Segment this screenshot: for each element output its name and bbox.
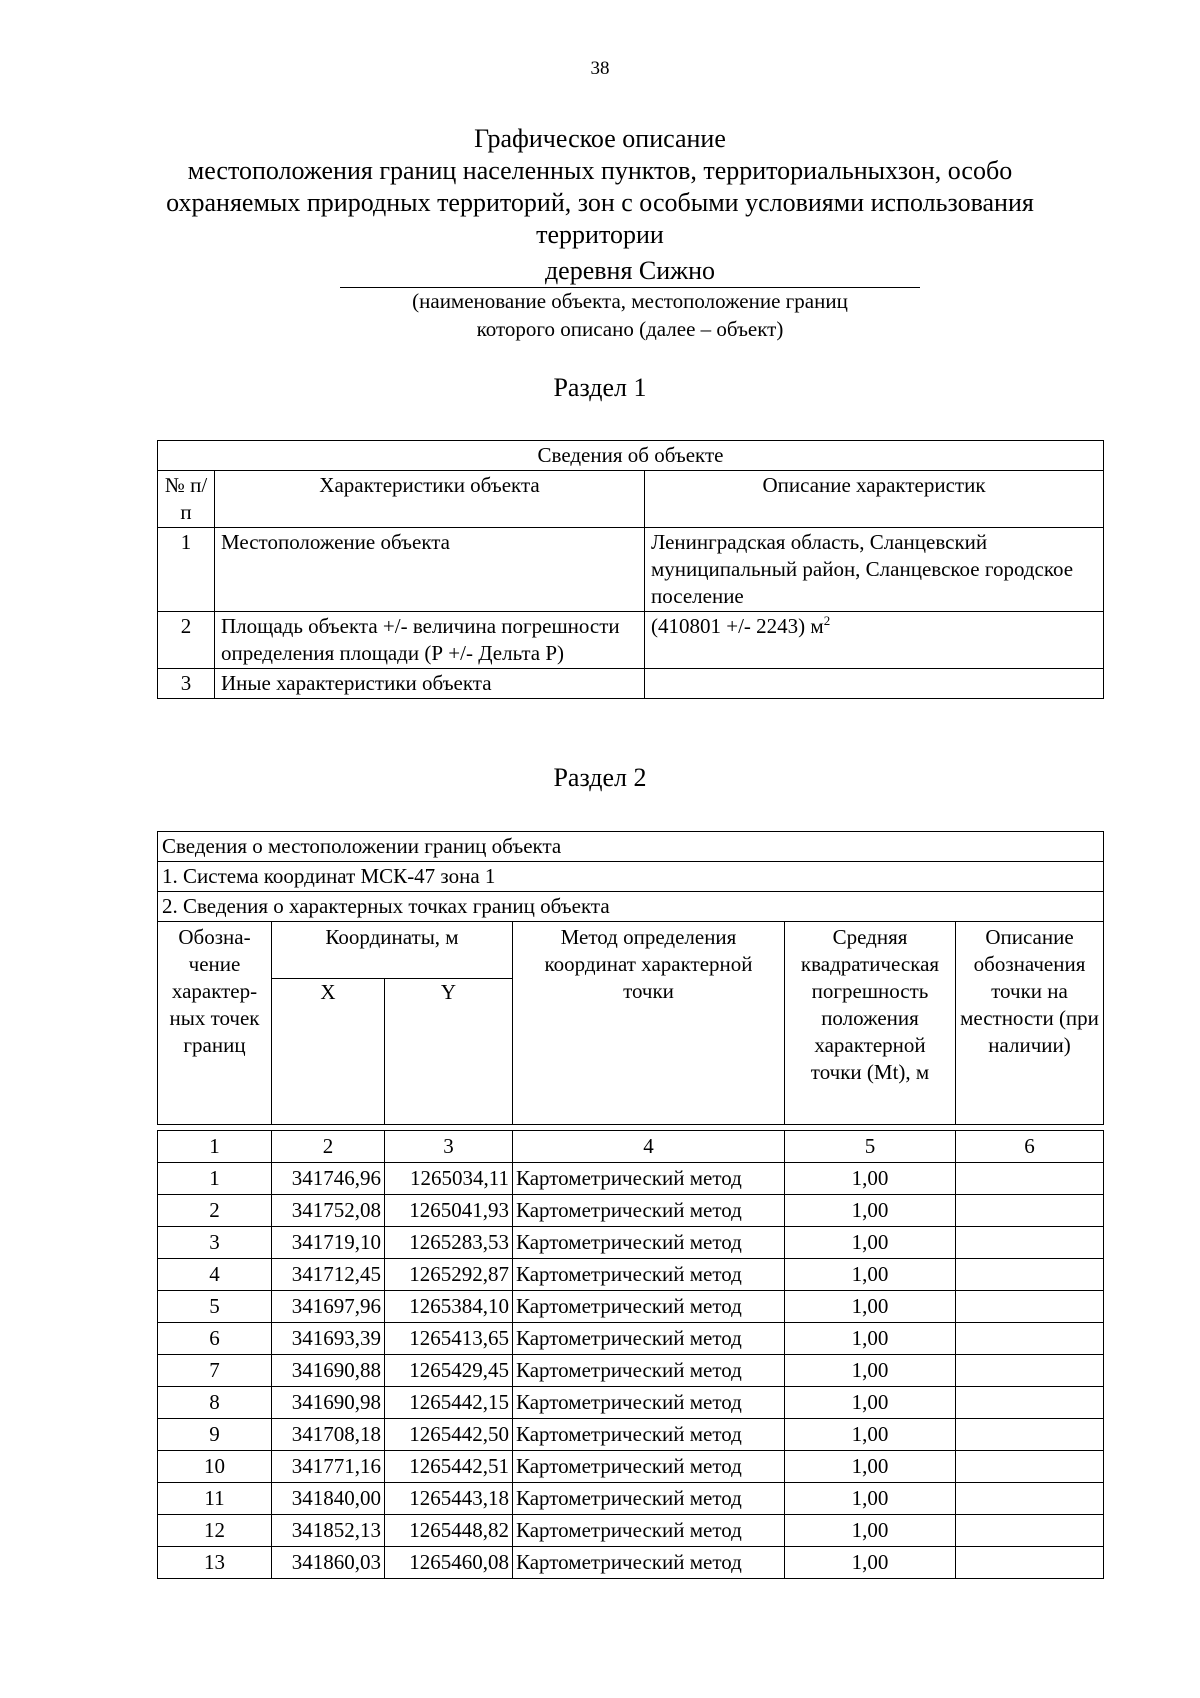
col-header-coordinates: Координаты, м (272, 922, 513, 979)
cell-method: Картометрический метод (513, 1323, 785, 1355)
cell-method: Картометрический метод (513, 1163, 785, 1195)
cell-x: 341860,03 (272, 1547, 385, 1579)
cell-method: Картометрический метод (513, 1355, 785, 1387)
table-row (158, 1483, 1104, 1515)
cell-desc (956, 1547, 1104, 1579)
table-row (158, 1259, 1104, 1291)
cell-desc (956, 1291, 1104, 1323)
col-header-characteristics: Характеристики объекта (215, 471, 645, 528)
cell-desc (956, 1227, 1104, 1259)
table-row (158, 1387, 1104, 1419)
table-row (158, 1451, 1104, 1483)
cell-mt: 1,00 (785, 1227, 956, 1259)
cell-n: 6 (158, 1323, 272, 1355)
page-number: 38 (590, 58, 610, 79)
cell-desc (956, 1163, 1104, 1195)
table-row (158, 1515, 1104, 1547)
cell-y: 1265384,10 (385, 1291, 513, 1323)
cell-x: 341771,16 (272, 1451, 385, 1483)
row-description: Ленинградская область, Сланцевский муниципальный район, Сланцевское городское поселение (645, 528, 1104, 612)
cell-mt: 1,00 (785, 1515, 956, 1547)
table-row (158, 1195, 1104, 1227)
cell-method: Картометрический метод (513, 1387, 785, 1419)
cell-x: 341752,08 (272, 1195, 385, 1227)
col-header-error: Средняя квадратическая погрешность положения характерной точки (Mt), м (785, 922, 956, 1125)
cell-desc (956, 1451, 1104, 1483)
object-name-caption (340, 287, 920, 343)
section-2-heading: Раздел 2 (553, 763, 647, 792)
row-characteristic: Иные характеристики объекта (215, 669, 645, 699)
section-1-heading: Раздел 1 (553, 373, 647, 402)
col-header-x: X (272, 979, 385, 1125)
cell-y: 1265460,08 (385, 1547, 513, 1579)
object-info-title: Сведения об объекте (158, 441, 1104, 471)
row-description (645, 612, 1104, 669)
table-row (158, 612, 1104, 669)
cell-mt: 1,00 (785, 1259, 956, 1291)
cell-method: Картометрический метод (513, 1451, 785, 1483)
cell-desc (956, 1419, 1104, 1451)
cell-y: 1265429,45 (385, 1355, 513, 1387)
cell-x: 341690,88 (272, 1355, 385, 1387)
boundary-points-table (157, 1130, 1104, 1579)
cell-n: 10 (158, 1451, 272, 1483)
cell-x: 341693,39 (272, 1323, 385, 1355)
cell-n: 3 (158, 1227, 272, 1259)
col-header-designation: Обозна- чение характер- ных точек границ (158, 922, 272, 1125)
cell-x: 341840,00 (272, 1483, 385, 1515)
area-value: (410801 +/- 2243) м (651, 614, 824, 638)
document-title (140, 123, 1060, 251)
row-num: 3 (158, 669, 215, 699)
cell-n: 9 (158, 1419, 272, 1451)
object-name: деревня Сижно (340, 255, 920, 288)
table-row (158, 1355, 1104, 1387)
cell-y: 1265034,11 (385, 1163, 513, 1195)
col-header-y: Y (385, 979, 513, 1125)
cell-y: 1265283,53 (385, 1227, 513, 1259)
cell-x: 341746,96 (272, 1163, 385, 1195)
cell-x: 341719,10 (272, 1227, 385, 1259)
row-description (645, 669, 1104, 699)
table-row (158, 1227, 1104, 1259)
cell-desc (956, 1515, 1104, 1547)
table-row (158, 1323, 1104, 1355)
title-line-3: охраняемых природных территорий, зон с особыми условиями использования (166, 188, 1034, 217)
cell-y: 1265448,82 (385, 1515, 513, 1547)
cell-method: Картометрический метод (513, 1483, 785, 1515)
cell-desc (956, 1387, 1104, 1419)
column-number: 1 (158, 1131, 272, 1163)
cell-x: 341712,45 (272, 1259, 385, 1291)
column-number: 3 (385, 1131, 513, 1163)
cell-method: Картометрический метод (513, 1259, 785, 1291)
column-number: 6 (956, 1131, 1104, 1163)
cell-mt: 1,00 (785, 1291, 956, 1323)
table-row (158, 1419, 1104, 1451)
object-info-table (157, 440, 1104, 699)
table-row (158, 669, 1104, 699)
cell-y: 1265442,51 (385, 1451, 513, 1483)
col-header-method: Метод определения координат характерной точки (513, 922, 785, 1125)
cell-y: 1265041,93 (385, 1195, 513, 1227)
column-number: 4 (513, 1131, 785, 1163)
cell-x: 341697,96 (272, 1291, 385, 1323)
table-row (158, 528, 1104, 612)
cell-method: Картометрический метод (513, 1515, 785, 1547)
row-characteristic: Площадь объекта +/- величина погрешности определения площади (Р +/- Дельта Р) (215, 612, 645, 669)
cell-mt: 1,00 (785, 1483, 956, 1515)
cell-y: 1265442,15 (385, 1387, 513, 1419)
cell-y: 1265443,18 (385, 1483, 513, 1515)
caption-line-2: которого описано (далее – объект) (476, 317, 784, 341)
cell-method: Картометрический метод (513, 1547, 785, 1579)
cell-mt: 1,00 (785, 1387, 956, 1419)
title-line-1: Графическое описание (474, 124, 726, 153)
cell-n: 4 (158, 1259, 272, 1291)
cell-n: 5 (158, 1291, 272, 1323)
cell-mt: 1,00 (785, 1195, 956, 1227)
cell-desc (956, 1195, 1104, 1227)
boundary-info-title: Сведения о местоположении границ объекта (158, 832, 1104, 862)
cell-x: 341708,18 (272, 1419, 385, 1451)
cell-desc (956, 1355, 1104, 1387)
cell-mt: 1,00 (785, 1323, 956, 1355)
col-header-num: № п/п (158, 471, 215, 528)
row-num: 1 (158, 528, 215, 612)
cell-mt: 1,00 (785, 1547, 956, 1579)
cell-method: Картометрический метод (513, 1227, 785, 1259)
column-number: 5 (785, 1131, 956, 1163)
cell-mt: 1,00 (785, 1163, 956, 1195)
table-row (158, 1291, 1104, 1323)
cell-n: 2 (158, 1195, 272, 1227)
table-row (158, 1163, 1104, 1195)
cell-method: Картометрический метод (513, 1291, 785, 1323)
cell-mt: 1,00 (785, 1419, 956, 1451)
title-line-2: местоположения границ населенных пунктов, территориальныхзон, особо (187, 156, 1013, 185)
points-title: 2. Сведения о характерных точках границ объекта (158, 892, 1104, 922)
cell-method: Картометрический метод (513, 1419, 785, 1451)
column-number: 2 (272, 1131, 385, 1163)
boundary-info-header-table (157, 831, 1104, 1125)
cell-method: Картометрический метод (513, 1195, 785, 1227)
cell-n: 11 (158, 1483, 272, 1515)
cell-desc (956, 1323, 1104, 1355)
cell-n: 13 (158, 1547, 272, 1579)
cell-x: 341690,98 (272, 1387, 385, 1419)
row-characteristic: Местоположение объекта (215, 528, 645, 612)
cell-desc (956, 1483, 1104, 1515)
cell-y: 1265292,87 (385, 1259, 513, 1291)
area-unit-superscript: 2 (823, 613, 831, 628)
cell-n: 12 (158, 1515, 272, 1547)
table-row (158, 1547, 1104, 1579)
caption-line-1: (наименование объекта, местоположение границ (412, 289, 848, 313)
row-num: 2 (158, 612, 215, 669)
points-body (158, 1163, 1104, 1579)
cell-mt: 1,00 (785, 1451, 956, 1483)
cell-n: 8 (158, 1387, 272, 1419)
cell-n: 1 (158, 1163, 272, 1195)
cell-y: 1265442,50 (385, 1419, 513, 1451)
title-line-4: территории (536, 220, 664, 249)
col-header-description: Описание характеристик (645, 471, 1104, 528)
coordinate-system: 1. Система координат МСК-47 зона 1 (158, 862, 1104, 892)
column-numbers-row (158, 1131, 1104, 1163)
col-header-point-description: Описание обозначения точки на местности (при наличии) (956, 922, 1104, 1125)
cell-x: 341852,13 (272, 1515, 385, 1547)
cell-n: 7 (158, 1355, 272, 1387)
cell-desc (956, 1259, 1104, 1291)
cell-y: 1265413,65 (385, 1323, 513, 1355)
cell-mt: 1,00 (785, 1355, 956, 1387)
